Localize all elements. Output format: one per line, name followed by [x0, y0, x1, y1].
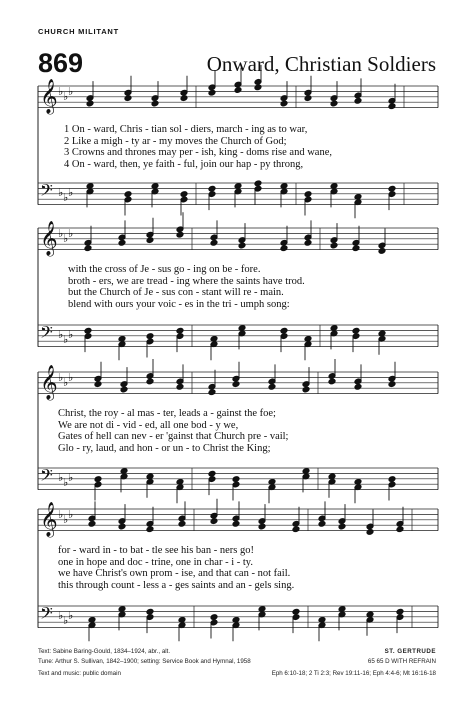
lyric-line: broth - ers, we are tread - ing where the saints have trod.	[68, 275, 305, 287]
flat-sign-icon: ♭	[68, 508, 74, 521]
flat-sign-icon: ♭	[68, 471, 74, 484]
note-head	[146, 378, 154, 385]
flat-sign-icon: ♭	[58, 186, 64, 199]
note-head	[94, 476, 102, 483]
note-head	[176, 231, 184, 238]
note-head	[208, 470, 216, 477]
note-head	[354, 97, 362, 104]
note-head	[232, 520, 240, 527]
note-head	[234, 87, 242, 94]
note-head	[208, 185, 216, 192]
flat-sign-icon: ♭	[63, 191, 69, 204]
tune-name: ST. GERTRUDE	[384, 648, 436, 655]
bass-clef-icon: 𝄢	[40, 180, 53, 204]
flat-sign-icon: ♭	[63, 232, 69, 245]
flat-sign-icon: ♭	[68, 328, 74, 341]
bass-clef-icon: 𝄢	[40, 603, 53, 627]
note-head	[388, 381, 396, 388]
hymn-number: 869	[38, 48, 84, 78]
note-head	[120, 386, 128, 393]
note-head	[94, 381, 102, 388]
rights-notice: Text and music: public domain	[38, 670, 121, 677]
note-head	[151, 100, 159, 107]
note-head	[124, 191, 132, 198]
note-head	[304, 95, 312, 102]
flat-sign-icon: ♭	[58, 508, 64, 521]
lyric-line: with the cross of Je - sus go - ing on be - fore.	[68, 264, 261, 275]
tune-credit: Tune: Arthur S. Sullivan, 1842–1900; setting: Service Book and Hymnal, 1958	[38, 658, 251, 665]
note-head	[84, 327, 92, 334]
meter: 65 65 D WITH REFRAIN	[367, 658, 436, 665]
flat-sign-icon: ♭	[58, 471, 64, 484]
note-head	[292, 526, 300, 533]
note-head	[146, 333, 154, 340]
lyric-line: 4 On - ward, then, ye faith - ful, join our hap - py throng,	[64, 158, 304, 170]
flat-sign-icon: ♭	[63, 476, 69, 489]
note-head	[302, 386, 310, 393]
note-head	[292, 608, 300, 615]
note-head	[84, 245, 92, 252]
flat-sign-icon: ♭	[63, 513, 69, 526]
note-head	[178, 520, 186, 527]
note-head	[354, 383, 362, 390]
hymn-title: Onward, Christian Soldiers	[206, 52, 436, 76]
lyrics-system-1	[64, 124, 332, 170]
note-head	[210, 518, 218, 525]
note-head	[146, 526, 154, 533]
note-head	[318, 520, 326, 527]
note-head	[304, 191, 312, 198]
lyric-line: We are not di - vid - ed, all one bod - y we,	[58, 419, 239, 431]
flat-sign-icon: ♭	[58, 371, 64, 384]
note-head	[352, 327, 360, 334]
note-head	[238, 242, 246, 249]
note-head	[280, 100, 288, 107]
note-head	[176, 327, 184, 334]
lyrics-system-3	[58, 408, 288, 454]
note-head	[118, 523, 126, 530]
note-head	[232, 476, 240, 483]
note-head	[304, 239, 312, 246]
lyric-line: we have Christ's own prom - ise, and that can - not fail.	[58, 568, 291, 580]
bass-clef-icon: 𝄢	[40, 465, 53, 489]
note-head	[388, 185, 396, 192]
treble-clef-icon: 𝄞	[40, 79, 58, 114]
note-head	[268, 383, 276, 390]
note-head	[330, 242, 338, 249]
lyric-line: this through count - less a - ges saints and an - gels sing.	[58, 579, 295, 591]
lyrics-system-4	[58, 545, 294, 591]
treble-clef-icon: 𝄞	[40, 502, 58, 537]
flat-sign-icon: ♭	[58, 609, 64, 622]
note-head	[338, 523, 346, 530]
section-label: CHURCH MILITANT	[38, 27, 120, 36]
lyric-line: 3 Crowns and thrones may per - ish, king - doms rise and wane,	[64, 147, 332, 159]
note-head	[208, 389, 216, 396]
lyric-line: 1 On - ward, Chris - tian sol - diers, march - ing as to war,	[64, 124, 308, 135]
flat-sign-icon: ♭	[63, 376, 69, 389]
treble-clef-icon: 𝄞	[40, 365, 58, 400]
note-head	[330, 100, 338, 107]
note-head	[280, 327, 288, 334]
note-head	[280, 245, 288, 252]
flat-sign-icon: ♭	[68, 186, 74, 199]
note-head	[254, 84, 262, 91]
note-head	[388, 103, 396, 110]
note-head	[352, 245, 360, 252]
lyric-line: blend with ours your voic - es in the tri - umph song:	[68, 298, 290, 310]
flat-sign-icon: ♭	[63, 333, 69, 346]
note-head	[366, 529, 374, 536]
note-head	[388, 476, 396, 483]
flat-sign-icon: ♭	[68, 609, 74, 622]
text-credit: Text: Sabine Baring-Gould, 1834–1924, abr., alt.	[38, 648, 171, 655]
note-head	[208, 89, 216, 96]
lyric-line: one in hope and doc - trine, one in char - i - ty.	[58, 556, 253, 568]
lyric-line: but the Church of Je - sus con - stant will re - main.	[68, 287, 284, 299]
note-head	[210, 239, 218, 246]
flat-sign-icon: ♭	[68, 227, 74, 240]
note-head	[176, 383, 184, 390]
note-head	[86, 100, 94, 107]
note-head	[146, 237, 154, 244]
flat-sign-icon: ♭	[58, 227, 64, 240]
note-head	[88, 520, 96, 527]
note-head	[210, 614, 218, 621]
lyrics-system-2	[68, 264, 305, 310]
note-head	[232, 381, 240, 388]
flat-sign-icon: ♭	[68, 85, 74, 98]
flat-sign-icon: ♭	[68, 371, 74, 384]
note-head	[254, 180, 262, 187]
note-head	[146, 608, 154, 615]
note-head	[180, 95, 188, 102]
lyric-line: 2 Like a migh - ty ar - my moves the Church of God;	[64, 135, 287, 147]
flat-sign-icon: ♭	[63, 614, 69, 627]
flat-sign-icon: ♭	[58, 328, 64, 341]
flat-sign-icon: ♭	[58, 85, 64, 98]
lyric-line: Gates of hell can nev - er 'gainst that Church pre - vail;	[58, 431, 289, 443]
lyric-line: Glo - ry, laud, and hon - or un - to Christ the King;	[58, 442, 271, 454]
note-head	[396, 526, 404, 533]
scripture-references: Eph 6:10-18; 2 Ti 2:3; Rev 19:11-16; Eph 4:4-6; Mt 16:16-18	[271, 670, 436, 677]
note-head	[378, 248, 386, 255]
lyric-line: for - ward in - to bat - tle see his ban - ners go!	[58, 545, 254, 556]
note-head	[124, 95, 132, 102]
note-head	[118, 239, 126, 246]
note-head	[258, 523, 266, 530]
treble-clef-icon: 𝄞	[40, 221, 58, 256]
note-head	[328, 378, 336, 385]
note-head	[396, 608, 404, 615]
bass-clef-icon: 𝄢	[40, 322, 53, 346]
lyric-line: Christ, the roy - al mas - ter, leads a - gainst the foe;	[58, 408, 276, 419]
note-head	[180, 191, 188, 198]
flat-sign-icon: ♭	[63, 90, 69, 103]
